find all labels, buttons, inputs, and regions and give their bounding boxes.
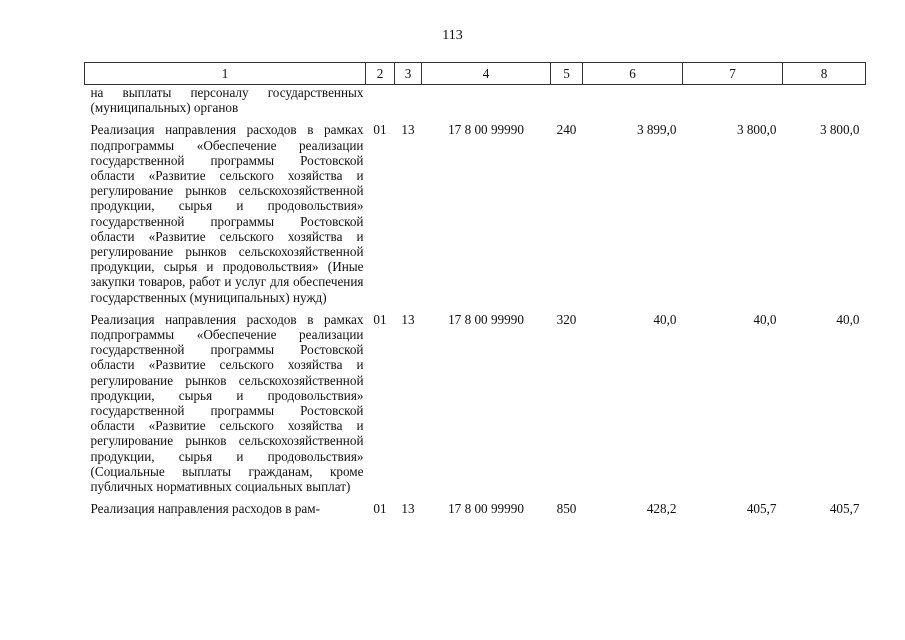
row-description: Реализация направления расходов в рамках подпрограммы «Обеспечение реализации государственной программы Ростовской области «Развитие сельского хозяйства и регулирование рынков сельскохозяйственной продукции, сырья и продовольствия» государственной программы Ростовской области «Развитие сельского хозяйства и регулирование рынков сельскохозяйственной продукции, сырья и продовольствия» (Социальные выплаты гражданам, кроме публичных нормативных социальных выплат) bbox=[90, 311, 364, 495]
amount-col-8: 405,7 bbox=[829, 501, 860, 517]
page-number: 113 bbox=[442, 28, 463, 43]
amount-col-6: 3 899,0 bbox=[636, 122, 677, 138]
section-code: 01 bbox=[373, 501, 387, 517]
header-row bbox=[85, 63, 866, 85]
row-description: Реализация направления расходов в рамках подпрограммы «Обеспечение реализации государственной программы Ростовской области «Развитие сельского хозяйства и регулирование рынков сельскохозяйственной продукции, сырья и продовольствия» государственной программы Ростовской области «Развитие сельского хозяйства и регулирование рынков сельскохозяйственной продукции, сырья и продовольствия» (Иные закупки товаров, работ и услуг для обеспечения государственных (муниципальных) нужд) bbox=[90, 122, 364, 305]
subsection-code: 13 bbox=[401, 311, 415, 327]
table-row bbox=[85, 305, 866, 494]
table-row bbox=[85, 85, 866, 116]
amount-col-8 bbox=[783, 85, 866, 116]
col-header-7: 7 bbox=[683, 63, 783, 85]
row-description: на выплаты персоналу государственных (муниципальных) органов bbox=[90, 85, 364, 116]
table-row bbox=[85, 115, 866, 304]
target-article-code: 17 8 00 99990 bbox=[448, 311, 524, 327]
col-header-4: 4 bbox=[422, 63, 551, 85]
amount-col-7 bbox=[683, 85, 783, 116]
subsection-code: 13 bbox=[401, 122, 415, 138]
row-description: Реализация направления расходов в рам- bbox=[90, 501, 320, 517]
col-header-3: 3 bbox=[395, 63, 422, 85]
section-code: 01 bbox=[373, 122, 387, 138]
amount-col-7: 405,7 bbox=[746, 501, 777, 517]
expense-type-code bbox=[551, 85, 583, 116]
expense-type-code: 850 bbox=[556, 501, 577, 517]
amount-col-7: 3 800,0 bbox=[736, 122, 777, 138]
amount-col-6: 40,0 bbox=[653, 311, 677, 327]
target-article-code: 17 8 00 99990 bbox=[448, 122, 524, 138]
col-header-5: 5 bbox=[551, 63, 583, 85]
target-article-code: 17 8 00 99990 bbox=[448, 501, 524, 517]
amount-col-6 bbox=[583, 85, 683, 116]
expense-type-code: 240 bbox=[556, 122, 577, 138]
section-code: 01 bbox=[373, 311, 387, 327]
subsection-code: 13 bbox=[401, 501, 415, 517]
amount-col-6: 428,2 bbox=[646, 501, 677, 517]
section-code bbox=[366, 85, 395, 116]
target-article-code bbox=[422, 85, 551, 116]
col-header-6: 6 bbox=[583, 63, 683, 85]
expense-type-code: 320 bbox=[556, 311, 577, 327]
subsection-code bbox=[395, 85, 422, 116]
table-row bbox=[85, 494, 866, 516]
budget-table bbox=[84, 62, 866, 516]
amount-col-8: 3 800,0 bbox=[819, 122, 860, 138]
col-header-2: 2 bbox=[366, 63, 395, 85]
col-header-1: 1 bbox=[85, 63, 366, 85]
amount-col-8: 40,0 bbox=[836, 311, 860, 327]
col-header-8: 8 bbox=[783, 63, 866, 85]
amount-col-7: 40,0 bbox=[753, 311, 777, 327]
